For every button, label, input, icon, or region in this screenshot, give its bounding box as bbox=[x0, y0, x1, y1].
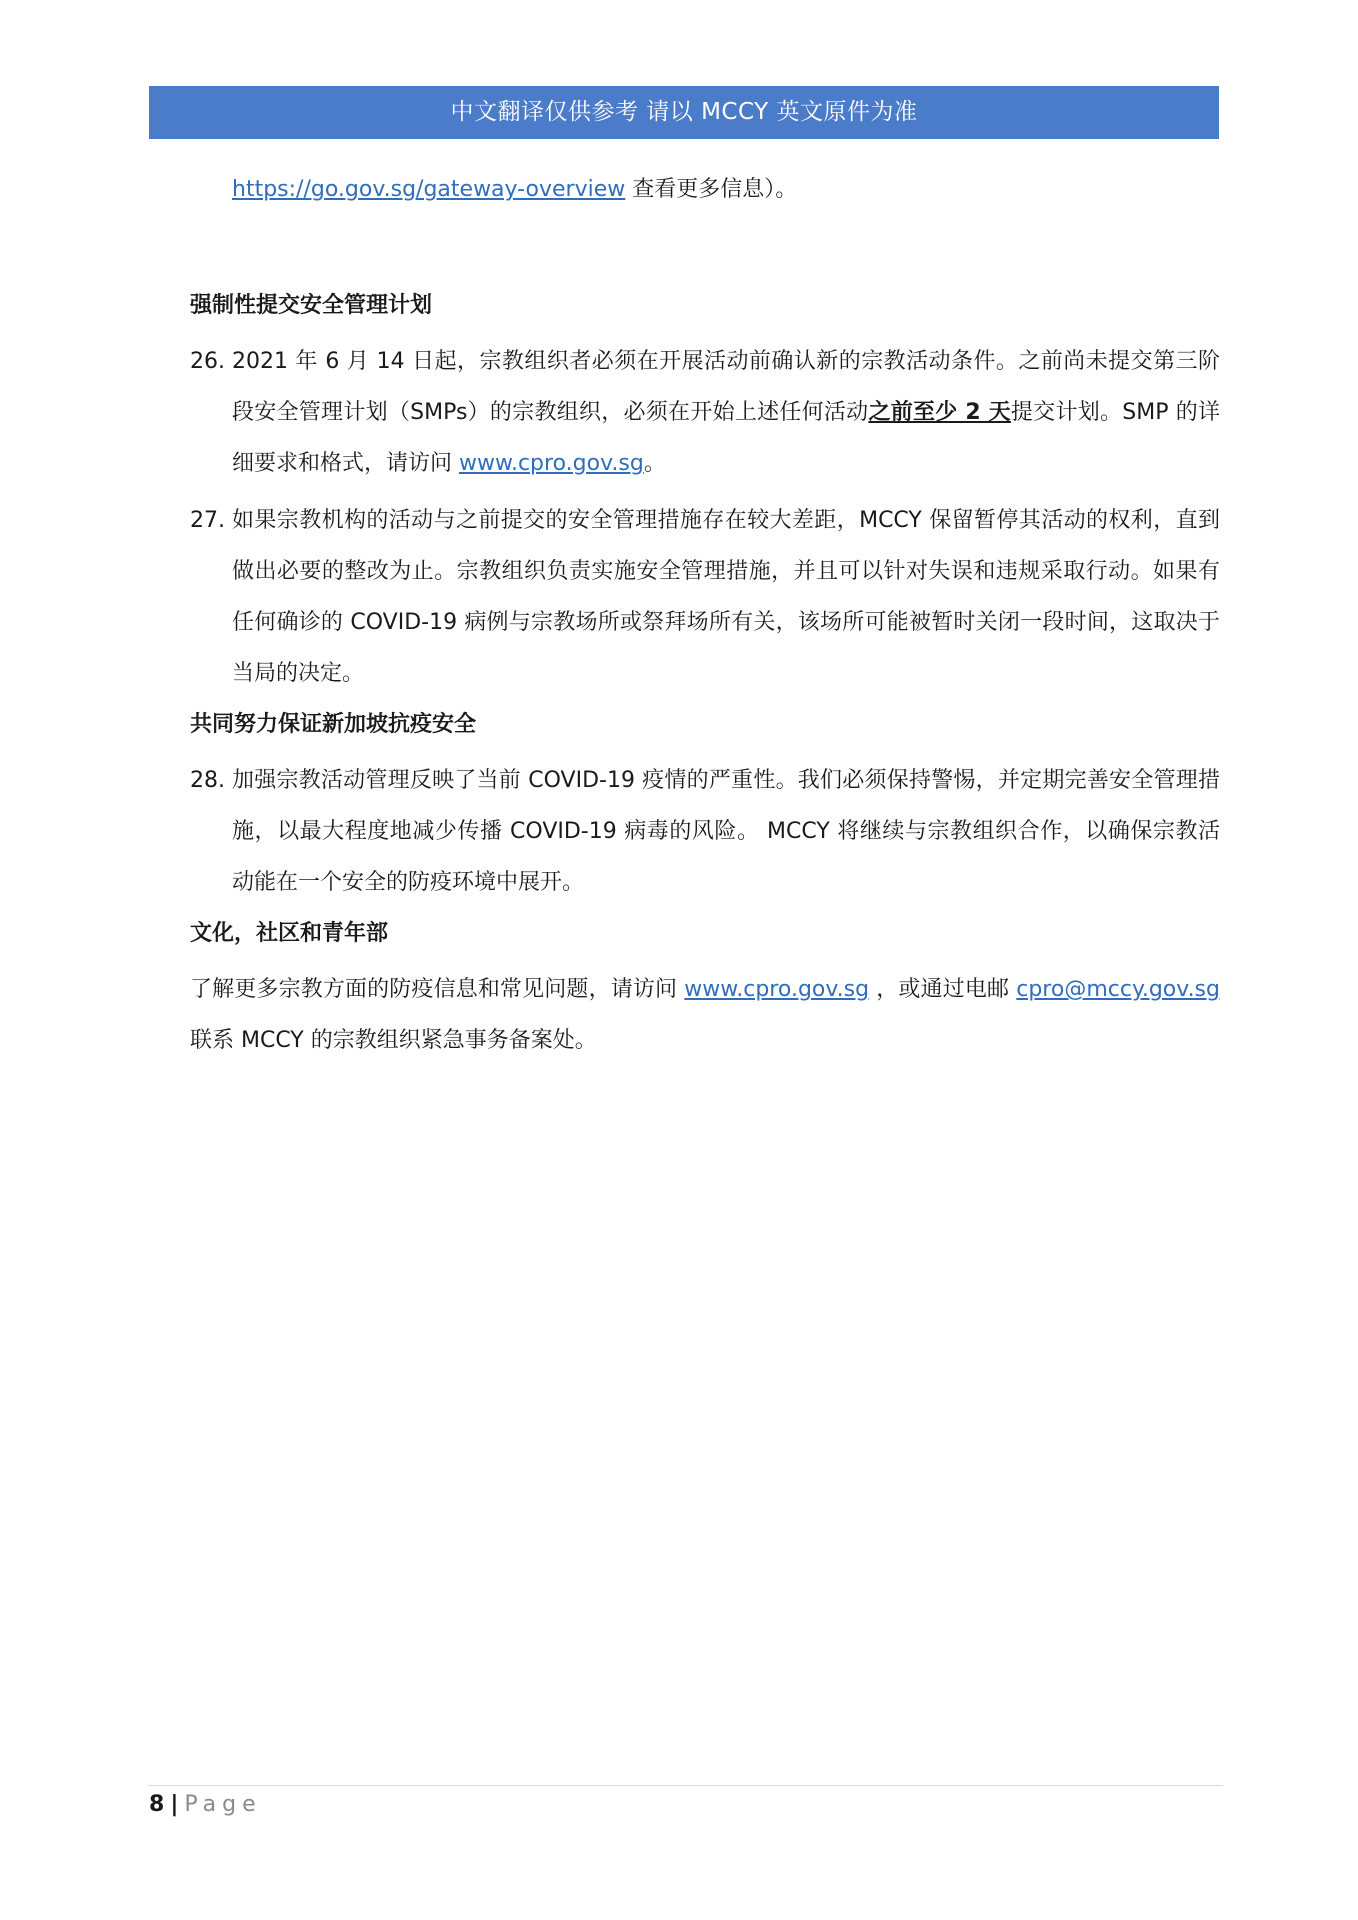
gateway-overview-link[interactable]: https://go.gov.sg/gateway-overview bbox=[232, 177, 626, 202]
section-heading-safe-management-plan: 强制性提交安全管理计划 bbox=[190, 293, 433, 318]
paragraph-text: 加强宗教活动管理反映了当前 COVID-19 疫情的严重性。我们必须保持警惕，并定期完善安全管理措施，以最大程度地减少传播 COVID-19 病毒的风险。 MCCY 将继续与宗教组织合作，以确保宗教活动能在一个安全的防疫环境中展开。 bbox=[232, 768, 1220, 895]
continued-text: 查看更多信息）。 bbox=[625, 177, 798, 202]
translation-notice-banner bbox=[149, 86, 1219, 139]
banner-text: 中文翻译仅供参考 请以 MCCY 英文原件为准 bbox=[450, 99, 918, 125]
email-link[interactable]: cpro@mccy.gov.sg bbox=[1016, 977, 1220, 1002]
closing-paragraph bbox=[190, 964, 1220, 1066]
paragraph-26 bbox=[190, 336, 1220, 489]
paragraph-number: 26. bbox=[190, 349, 225, 374]
continued-paragraph bbox=[232, 168, 1220, 212]
cpro-website-link[interactable]: www.cpro.gov.sg bbox=[459, 451, 644, 476]
paragraph-text: 。 bbox=[643, 451, 666, 476]
closing-text: ，或通过电邮 bbox=[869, 977, 1017, 1002]
page-separator: | bbox=[170, 1792, 179, 1817]
closing-text: 联系 MCCY 的宗教组织紧急事务备案处。 bbox=[190, 1028, 597, 1053]
paragraph-text: 提交计划。SMP 的详细要求和格式，请访问 bbox=[232, 400, 1220, 476]
page-number: 8 bbox=[149, 1792, 165, 1817]
document-body bbox=[190, 168, 1220, 1066]
page-label: Page bbox=[184, 1792, 262, 1817]
cpro-website-link[interactable]: www.cpro.gov.sg bbox=[684, 977, 870, 1002]
paragraph-28 bbox=[190, 755, 1220, 908]
section-heading-ministry: 文化，社区和青年部 bbox=[190, 921, 389, 946]
footer-divider bbox=[149, 1785, 1223, 1786]
section-heading-singapore-safety: 共同努力保证新加坡抗疫安全 bbox=[190, 712, 477, 737]
paragraph-number: 27. bbox=[190, 508, 225, 533]
emphasis-deadline: 之前至少 2 天 bbox=[868, 400, 1011, 425]
paragraph-text: 如果宗教机构的活动与之前提交的安全管理措施存在较大差距，MCCY 保留暂停其活动的权利，直到做出必要的整改为止。宗教组织负责实施安全管理措施，并且可以针对失误和违规采取行动。如果有任何确诊的 COVID-19 病例与宗教场所或祭拜场所有关，该场所可能被暂时关闭一段时间，这取决于当局的决定。 bbox=[232, 508, 1220, 686]
paragraph-27 bbox=[190, 495, 1220, 699]
paragraph-text: 2021 年 6 月 14 日起，宗教组织者必须在开展活动前确认新的宗教活动条件。之前尚未提交第三阶段安全管理计划（SMPs）的宗教组织，必须在开始上述任何活动 bbox=[232, 349, 1220, 425]
paragraph-number: 28. bbox=[190, 768, 225, 793]
page-footer bbox=[149, 1790, 262, 1820]
closing-text: 了解更多宗教方面的防疫信息和常见问题，请访问 bbox=[190, 977, 685, 1002]
